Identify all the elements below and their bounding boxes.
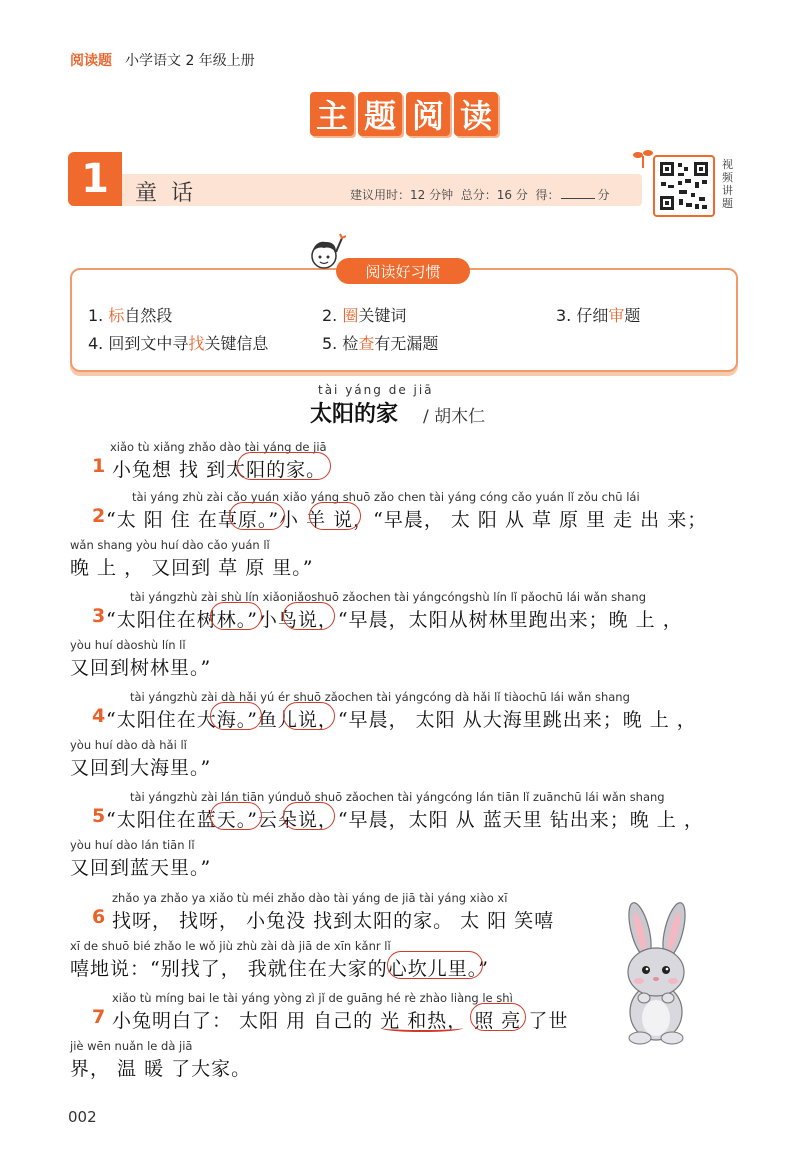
- pinyin-line: tài yángzhù zài shù lín xiǎoniǎoshuō zǎochen tài yángcóngshù lín lǐ pǎochū lái wǎn shang: [130, 590, 647, 604]
- text-line: “太阳住在大海。”鱼儿说，“早晨， 太阳 从大海里跳出来；晚 上 ，: [106, 709, 697, 731]
- meta-score-label: 得：: [535, 188, 560, 202]
- paragraph-number: 5: [92, 805, 106, 827]
- text-line: 小兔想 找 到太阳的家。: [112, 459, 327, 481]
- meta-total: 总分：16 分: [460, 188, 528, 202]
- text-line: 晚 上 ， 又回到 草 原 里。”: [70, 557, 314, 579]
- pinyin-line: xī de shuō bié zhǎo le wǒ jiù zhù zài dà jiā de xīn kǎnr lǐ: [70, 939, 391, 953]
- article-author: / 胡木仁: [423, 407, 486, 427]
- page-number: 002: [68, 1108, 97, 1126]
- reading-habits-badge: 阅读好习惯: [336, 258, 470, 284]
- unit-number: 1: [68, 152, 122, 206]
- meta-time: 建议用时：12 分钟: [350, 188, 454, 202]
- text-line: 又回到蓝天里。”: [70, 857, 212, 879]
- text-line: 又回到树林里。”: [70, 657, 212, 679]
- meta-score-unit: 分: [597, 188, 610, 202]
- text-line: 又回到大海里。”: [70, 757, 212, 779]
- circle-mark: [283, 702, 335, 730]
- pinyin-line: yòu huí dào dà hǎi lǐ: [70, 738, 187, 752]
- article-title: 太阳的家: [310, 401, 399, 427]
- pinyin-line: jiè wēn nuǎn le dà jiā: [70, 1039, 193, 1053]
- circle-mark: [210, 802, 262, 830]
- paragraph-number: 6: [92, 906, 106, 928]
- text-line: 界， 温 暖 了大家。: [70, 1058, 252, 1080]
- circle-mark: [470, 1003, 526, 1031]
- habit-item: 4. 回到文中寻找关键信息: [88, 334, 269, 353]
- pinyin-line: xiǎo tù xiǎng zhǎo dào tài yáng de jiā: [110, 440, 327, 454]
- paragraph-number: 3: [92, 605, 106, 627]
- banner-char: 主: [310, 92, 354, 136]
- text-line: 小兔明白了： 太阳 用 自己的 光 和热， 照 亮 了世: [112, 1010, 569, 1032]
- circle-mark: [210, 702, 262, 730]
- score-blank[interactable]: [561, 188, 595, 199]
- circle-mark: [283, 802, 335, 830]
- circle-mark: [210, 602, 262, 630]
- underline-mark: [381, 1024, 463, 1032]
- habit-item: 1. 标自然段: [88, 306, 173, 325]
- circle-mark: [237, 452, 331, 480]
- header-tag: 阅读题: [70, 53, 112, 69]
- video-label: 视频讲题: [722, 158, 733, 210]
- pinyin-line: tài yáng zhù zài cǎo yuán xiǎo yáng shuō zǎo chen tài yáng cóng cǎo yuán lǐ zǒu chū lái: [132, 490, 640, 504]
- circle-mark: [309, 502, 361, 530]
- paragraph-number: 2: [92, 505, 106, 527]
- text-line: “太阳住在蓝天。”云朵说，“早晨，太阳 从 蓝天里 钻出来；晚 上 ，: [106, 809, 704, 831]
- title-pinyin: tài yáng de jiā: [318, 383, 434, 397]
- circle-mark: [387, 951, 483, 979]
- text-line: 找呀， 找呀， 小兔没 找到太阳的家。 太 阳 笑嘻: [112, 910, 555, 932]
- qr-code-icon[interactable]: [653, 155, 715, 217]
- banner-char: 读: [454, 92, 498, 136]
- habit-item: 5. 检查有无漏题: [322, 334, 439, 353]
- pinyin-line: zhǎo ya zhǎo ya xiǎo tù méi zhǎo dào tài yáng de jiā tài yáng xiào xī: [112, 891, 508, 905]
- unit-meta: [350, 186, 610, 203]
- pinyin-line: tài yángzhù zài lán tiān yúnduǒ shuō zǎochen tài yángcóng lán tiān lǐ zuānchū lái wǎn shang: [130, 790, 665, 804]
- paragraph-number: 4: [92, 705, 106, 727]
- rabbit-illustration: [612, 900, 702, 1050]
- header-book-title: 小学语文 2 年级上册: [125, 53, 255, 69]
- banner-char: 题: [358, 92, 402, 136]
- banner-char: 阅: [406, 92, 450, 136]
- habit-item: 3. 仔细审题: [556, 306, 641, 325]
- pinyin-line: yòu huí dàoshù lín lǐ: [70, 638, 186, 652]
- section-banner: [310, 92, 498, 136]
- text-line: “太阳住在树林。”小鸟说，“早晨，太阳从树林里跑出来；晚 上 ，: [106, 609, 683, 631]
- pinyin-line: yòu huí dào lán tiān lǐ: [70, 838, 195, 852]
- pinyin-line: wǎn shang yòu huí dào cǎo yuán lǐ: [70, 538, 270, 552]
- pinyin-line: tài yángzhù zài dà hǎi yú ér shuō zǎochen tài yángcóng dà hǎi lǐ tiàochū lái wǎn shang: [130, 690, 630, 704]
- paragraph-number: 7: [92, 1006, 106, 1028]
- paragraph-number: 1: [92, 455, 106, 477]
- unit-title: 童话: [135, 181, 208, 206]
- circle-mark: [283, 602, 335, 630]
- text-line: 嘻地说：“别找了， 我就住在大家的心坎儿里。”: [70, 958, 489, 980]
- circle-mark: [229, 502, 285, 530]
- sprout-icon: [632, 148, 654, 168]
- text-line: “太 阳 住 在草原。”小 羊 说，“早晨， 太 阳 从 草 原 里 走 出 来；: [106, 509, 708, 531]
- pinyin-line: xiǎo tù míng bai le tài yáng yòng zì jǐ de guāng hé rè zhào liàng le shì: [112, 991, 513, 1005]
- habit-item: 2. 圈关键词: [322, 306, 407, 325]
